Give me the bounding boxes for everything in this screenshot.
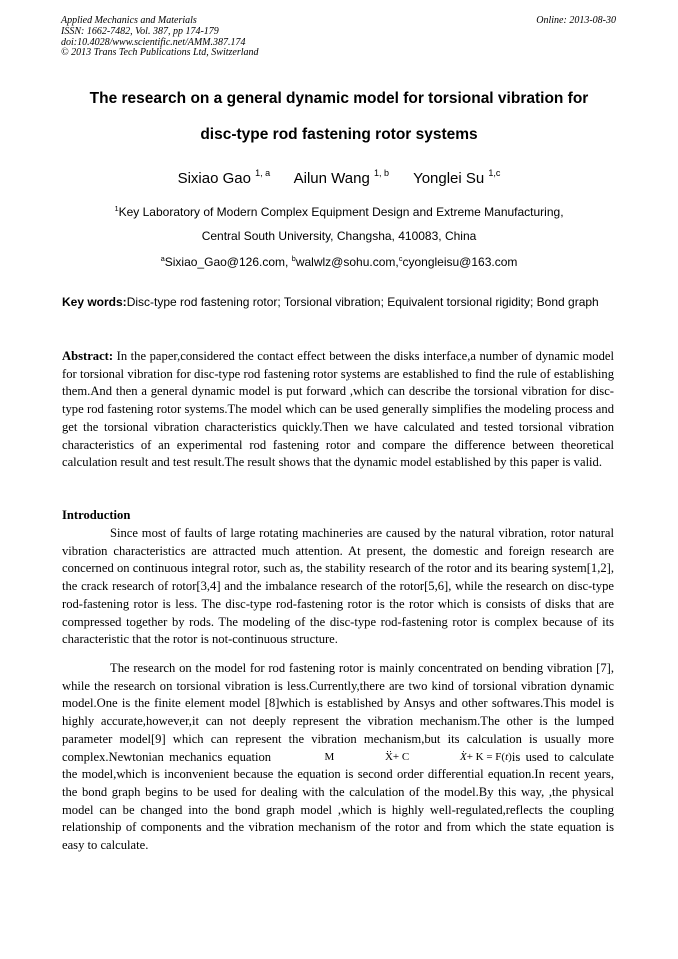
journal-name: Applied Mechanics and Materials: [61, 15, 197, 26]
email-line: [0, 254, 678, 269]
author-name: Ailun Wang: [293, 170, 370, 187]
paragraph-text: is used to calculate the model,which is inconvenient because the equation is second order differential equation.In recent years, the bond graph begins to be used for dealing with the calculation of the model.By this way, ,the physical model can be changed into the bond graph model ,which is highly well-regulated,reflects the coupling relationship of components and the vibration mechanism of the rotor and from which the state equation is easy to calculate.: [62, 749, 614, 853]
author-name: Yonglei Su: [413, 170, 485, 187]
email-mark: b: [291, 254, 296, 263]
copyright-line: © 2013 Trans Tech Publications Ltd, Switzerland: [61, 47, 259, 59]
section-heading-introduction: Introduction: [62, 508, 131, 522]
email-mark: a: [160, 254, 165, 263]
author-affiliation-mark: 1,c: [488, 168, 501, 178]
journal-header: [61, 16, 259, 59]
online-date: Online: 2013-08-30: [536, 15, 616, 26]
keywords: [62, 294, 614, 311]
keywords-label: Key words:: [62, 295, 127, 309]
email-b: walwlz@sohu.com,: [295, 255, 399, 269]
email-a: Sixiao_Gao@126.com,: [164, 255, 292, 269]
abstract: [62, 348, 614, 472]
equation-of-motion: M ‥ X+ C ․ X+ K = F(t): [276, 749, 511, 767]
email-mark: c: [398, 254, 403, 263]
author-affiliation-mark: 1, b: [373, 168, 389, 178]
author-affiliation-mark: 1, a: [255, 168, 271, 178]
author-list: [0, 168, 678, 187]
issn-line: ISSN: 1662-7482, Vol. 387, pp 174-179: [61, 25, 219, 37]
introduction-paragraph-2: [62, 660, 614, 855]
affiliation-line-1: [0, 204, 678, 219]
paragraph-text: The research on the model for rod fastening rotor is mainly concentrated on bending vibration [7], while the research on torsional vibration is less.Currently,there are two kind of torsional vibration dynamic model.One is the finite element model [8]which is established by Ansys and other softwares.This model is highly accurate,however,it can not deeply represent the vibration mechanism.The other is the lumped parameter model[9] which can represent the vibration mechanism,but its calculation is usually more complex.Newtonian mechanics equation: [62, 661, 614, 764]
introduction-paragraph-1: Since most of faults of large rotating machineries are caused by the natural vibration, rotor natural vibration characteristics are attracted much attention. At present, the domestic and foreign research are concerned on continuous integral rotor, such as, the stability research of the rotor and its bearing system[1,2], the crack research of rotor[3,4] and the imbalance research of the rotor[5,6], while the research on disc-type rod-fastening rotor is less. The disc-type rod-fastening rotor is the rotor which is consists of disks that are compressed together by rods. The modeling of the disc-type rod-fastening rotor is complex because of its characteristic that the rotor is not-continuous structure.: [62, 526, 614, 647]
author-name: Sixiao Gao: [177, 170, 251, 187]
email-c: cyongleisu@163.com: [402, 255, 518, 269]
abstract-label: Abstract:: [62, 349, 114, 363]
affiliation-text: Key Laboratory of Modern Complex Equipment Design and Extreme Manufacturing,: [118, 205, 564, 219]
affiliation-mark: 1: [114, 204, 119, 213]
keywords-text: Disc-type rod fastening rotor; Torsional vibration; Equivalent torsional rigidity; Bond graph: [126, 295, 599, 309]
abstract-text: In the paper,considered the contact effect between the disks interface,a number of dynamic model for torsional vibration for disc-type rod fastening rotor systems are established to find the rule of establishing them.And then a general dynamic model is put forward ,which can describe the torsional vibration for disc-type rod fastening rotor systems.The model which can be used generally simplifies the modeling process and get the torsional vibration characteristics quickly.Then we have calculated and tested torsional vibration characteristics of an experimental rod fastening rotor and compare the difference between theoretical calculation result and test result.The result shows that the dynamic model established by this paper is valid.: [62, 349, 614, 470]
affiliation-line-2: Central South University, Changsha, 410083, China: [201, 229, 477, 243]
doi-line: doi:10.4028/www.scientific.net/AMM.387.174: [61, 36, 246, 48]
paper-title-line-1: The research on a general dynamic model for torsional vibration for: [89, 90, 589, 107]
paper-title-line-2: disc-type rod fastening rotor systems: [200, 126, 478, 143]
